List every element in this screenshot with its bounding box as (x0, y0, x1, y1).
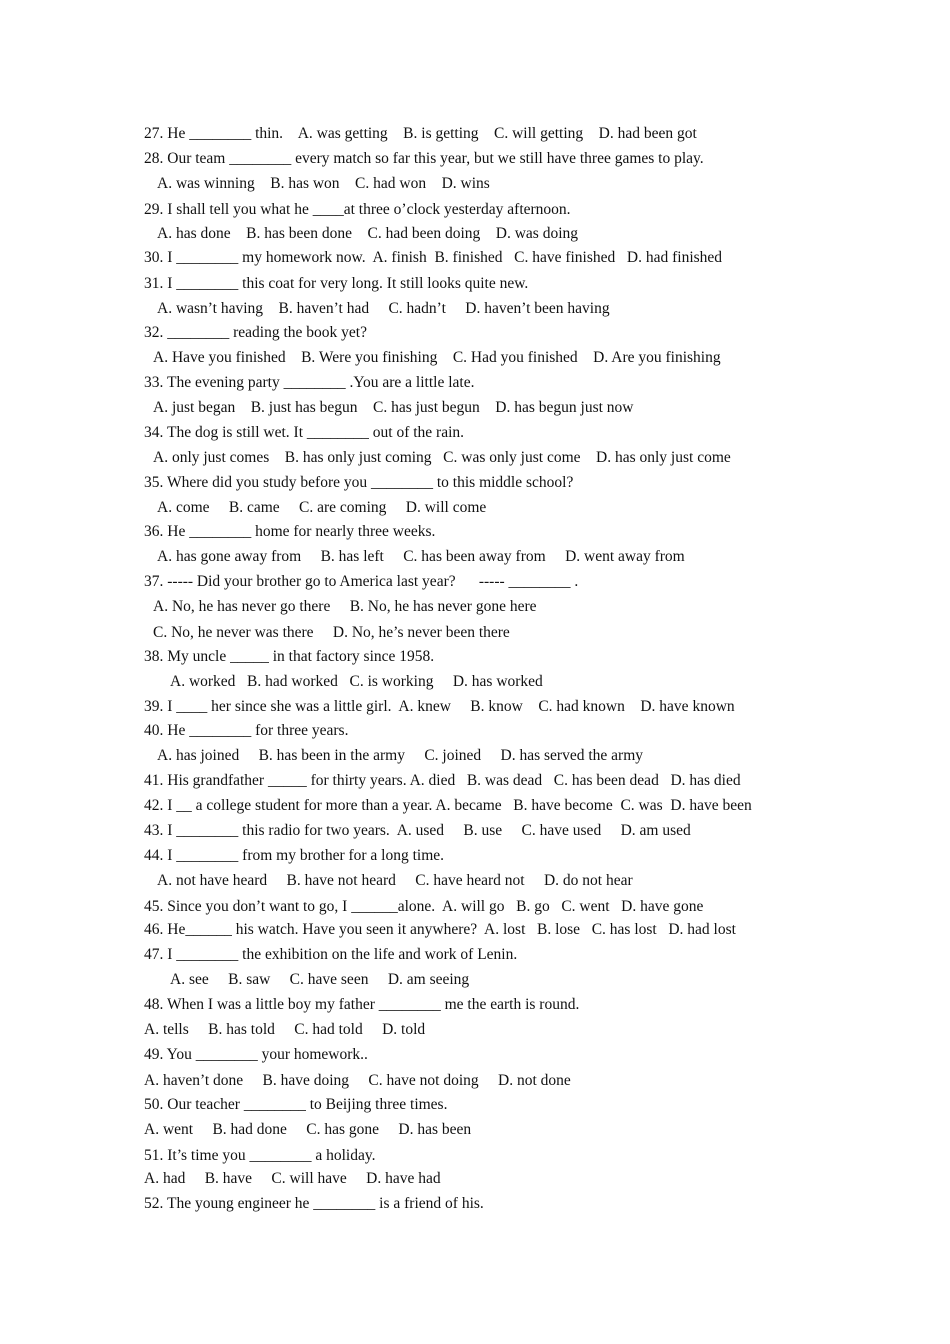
options-47: A. see B. saw C. have seen D. am seeing (170, 971, 470, 988)
question-28: 28. Our team ________ every match so far this year, but we still have three games to play. (144, 150, 704, 167)
question-45: 45. Since you don’t want to go, I ______alone. A. will go B. go C. went D. have gone (144, 898, 704, 915)
question-43: 43. I ________ this radio for two years. A. used B. use C. have used D. am used (144, 822, 691, 839)
question-40: 40. He ________ for three years. (144, 722, 349, 739)
options-37-ab: A. No, he has never go there B. No, he has never gone here (153, 598, 537, 615)
question-47: 47. I ________ the exhibition on the life and work of Lenin. (144, 946, 518, 963)
question-46: 46. He______ his watch. Have you seen it anywhere? A. lost B. lose C. has lost D. had lost (144, 921, 736, 938)
question-30: 30. I ________ my homework now. A. finish B. finished C. have finished D. had finished (144, 249, 723, 266)
question-44: 44. I ________ from my brother for a long time. (144, 847, 445, 864)
options-28: A. was winning B. has won C. had won D. wins (157, 175, 490, 192)
question-27: 27. He ________ thin. A. was getting B. is getting C. will getting D. had been got (144, 125, 697, 142)
question-33: 33. The evening party ________ .You are a little late. (144, 374, 475, 391)
options-35: A. come B. came C. are coming D. will come (157, 499, 487, 516)
question-42: 42. I __ a college student for more than a year. A. became B. have become C. was D. have been (144, 797, 752, 814)
options-48: A. tells B. has told C. had told D. told (144, 1021, 426, 1038)
options-51: A. had B. have C. will have D. have had (144, 1170, 441, 1187)
question-41: 41. His grandfather _____ for thirty years. A. died B. was dead C. has been dead D. has died (144, 772, 741, 789)
options-33: A. just began B. just has begun C. has just begun D. has begun just now (153, 399, 634, 416)
options-40: A. has joined B. has been in the army C. joined D. has served the army (157, 747, 643, 764)
options-34: A. only just comes B. has only just coming C. was only just come D. has only just come (153, 449, 731, 466)
question-37: 37. ----- Did your brother go to America last year? ----- ________ . (144, 573, 579, 590)
question-51: 51. It’s time you ________ a holiday. (144, 1147, 376, 1164)
options-44: A. not have heard B. have not heard C. have heard not D. do not hear (157, 872, 633, 889)
question-52: 52. The young engineer he ________ is a friend of his. (144, 1195, 484, 1212)
options-37-cd: C. No, he never was there D. No, he’s never been there (153, 624, 510, 641)
question-48: 48. When I was a little boy my father ________ me the earth is round. (144, 996, 580, 1013)
question-31: 31. I ________ this coat for very long. It still looks quite new. (144, 275, 529, 292)
question-36: 36. He ________ home for nearly three weeks. (144, 523, 436, 540)
question-38: 38. My uncle _____ in that factory since 1958. (144, 648, 435, 665)
question-34: 34. The dog is still wet. It ________ out of the rain. (144, 424, 465, 441)
question-39: 39. I ____ her since she was a little girl. A. knew B. know C. had known D. have known (144, 698, 735, 715)
question-32: 32. ________ reading the book yet? (144, 324, 367, 341)
options-50: A. went B. had done C. has gone D. has been (144, 1121, 472, 1138)
question-50: 50. Our teacher ________ to Beijing three times. (144, 1096, 448, 1113)
options-32: A. Have you finished B. Were you finishing C. Had you finished D. Are you finishing (153, 349, 721, 366)
options-49: A. haven’t done B. have doing C. have not doing D. not done (144, 1072, 571, 1089)
question-49: 49. You ________ your homework.. (144, 1046, 368, 1063)
options-31: A. wasn’t having B. haven’t had C. hadn’t D. haven’t been having (157, 300, 610, 317)
options-29: A. has done B. has been done C. had been doing D. was doing (157, 225, 579, 242)
options-38: A. worked B. had worked C. is working D. has worked (170, 673, 543, 690)
options-36: A. has gone away from B. has left C. has been away from D. went away from (157, 548, 685, 565)
question-29: 29. I shall tell you what he ____at three o’clock yesterday afternoon. (144, 201, 571, 218)
question-35: 35. Where did you study before you ________ to this middle school? (144, 474, 574, 491)
